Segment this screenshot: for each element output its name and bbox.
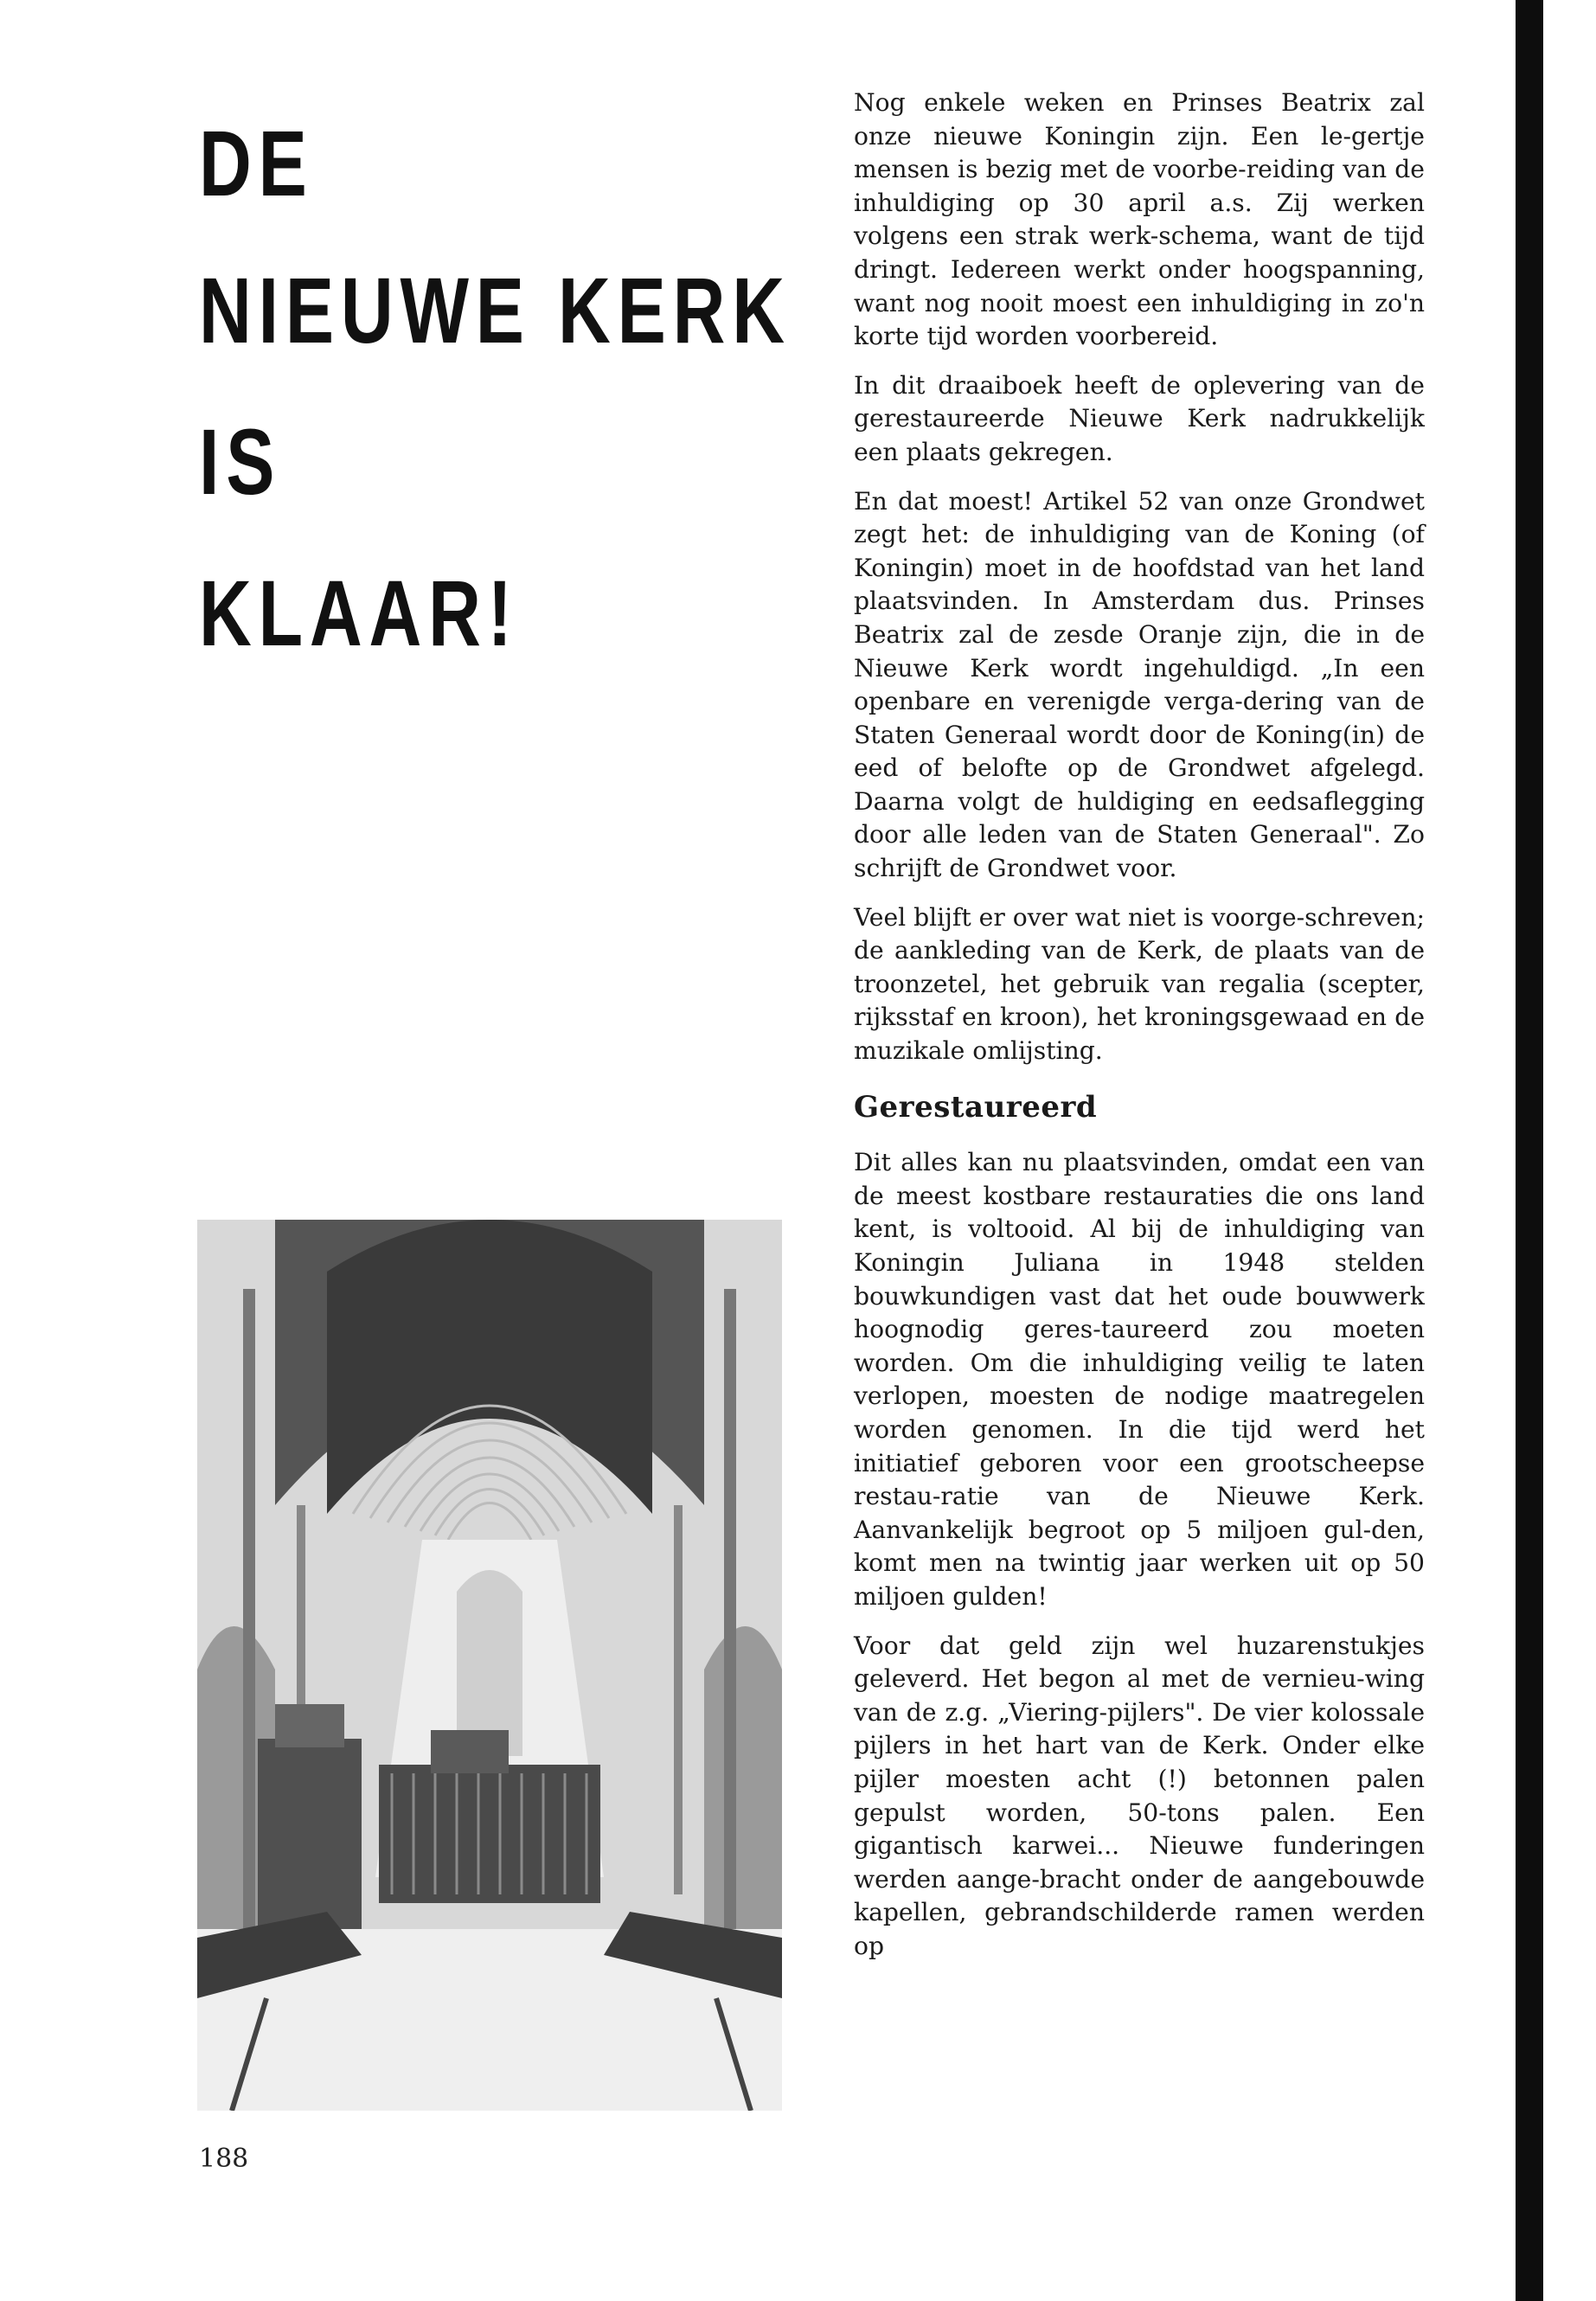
article-paragraph: Nog enkele weken en Prinses Beatrix zal onze nieuwe Koningin zijn. Een le-gertje mensen is bezig met de voorbe-reiding van de inhuldiging op 30 april a.s. Zij werken volgens een strak werk-schema, want de tijd dringt. Iedereen werkt onder hoogspanning, want nog nooit moest een inhuldiging in zo'n korte tijd worden voorbereid.: [854, 88, 1425, 351]
church-interior-photo: [197, 1220, 782, 2111]
headline-line-4: KLAAR!: [199, 561, 519, 665]
headline-line-1: DE: [199, 111, 314, 215]
headline-line-3: IS: [199, 409, 282, 514]
article-paragraph: Voor dat geld zijn wel huzarenstukjes geleverd. Het begon al met de vernieu-wing van de z.g. „Viering-pijlers". De vier kolossale pijlers in het hart van de Kerk. Onder elke pijler moesten acht (!) betonnen palen gepulst worden, 50-tons palen. Een gigantisch karwei... Nieuwe funderingen werden aange-bracht onder de aangebouwde kapellen, gebrandschilderde ramen werden op: [854, 1631, 1425, 1960]
article-paragraph: Veel blijft er over wat niet is voorge-schreven; de aankleding van de Kerk, de plaats van de troonzetel, het gebruik van regalia (scepter, rijksstaf en kroon), het kroningsgewaad en de muzikale omlijsting.: [854, 902, 1425, 1066]
article-column: [854, 87, 1425, 1978]
page-spine-shadow: [1516, 0, 1543, 2301]
headline-line-2: NIEUWE KERK: [199, 258, 792, 362]
section-heading: Gerestaureerd: [854, 1089, 1098, 1125]
article-paragraph: En dat moest! Artikel 52 van onze Grondwet zegt het: de inhuldiging van de Koning (of Koningin) moet in de hoofdstad van het land plaatsvinden. In Amsterdam dus. Prinses Beatrix zal de zesde Oranje zijn, die in de Nieuwe Kerk wordt ingehuldigd. „In een openbare en verenigde verga-dering van de Staten Generaal wordt door de Koning(in) de eed of belofte op de Grondwet afgelegd. Daarna volgt de huldiging en eedsaflegging door alle leden van de Staten Generaal". Zo schrijft de Grondwet voor.: [854, 486, 1425, 883]
article-paragraph: In dit draaiboek heeft de oplevering van de gerestaureerde Nieuwe Kerk nadrukkelijk een plaats gekregen.: [854, 370, 1425, 466]
page-number: 188: [199, 2144, 249, 2174]
church-interior-illustration: [197, 1220, 782, 2111]
article-paragraph: Dit alles kan nu plaatsvinden, omdat een van de meest kostbare restauraties die ons land kent, is voltooid. Al bij de inhuldiging van Koningin Juliana in 1948 stelden bouwkundigen vast dat het oude bouwwerk hoognodig geres-taureerd zou moeten worden. Om die inhuldiging veilig te laten verlopen, moesten de nodige maatregelen worden genomen. In die tijd werd het initiatief geboren voor een grootscheepse restau-ratie van de Nieuwe Kerk. Aanvankelijk begroot op 5 miljoen gul-den, komt men na twintig jaar werken uit op 50 miljoen gulden!: [854, 1148, 1425, 1611]
